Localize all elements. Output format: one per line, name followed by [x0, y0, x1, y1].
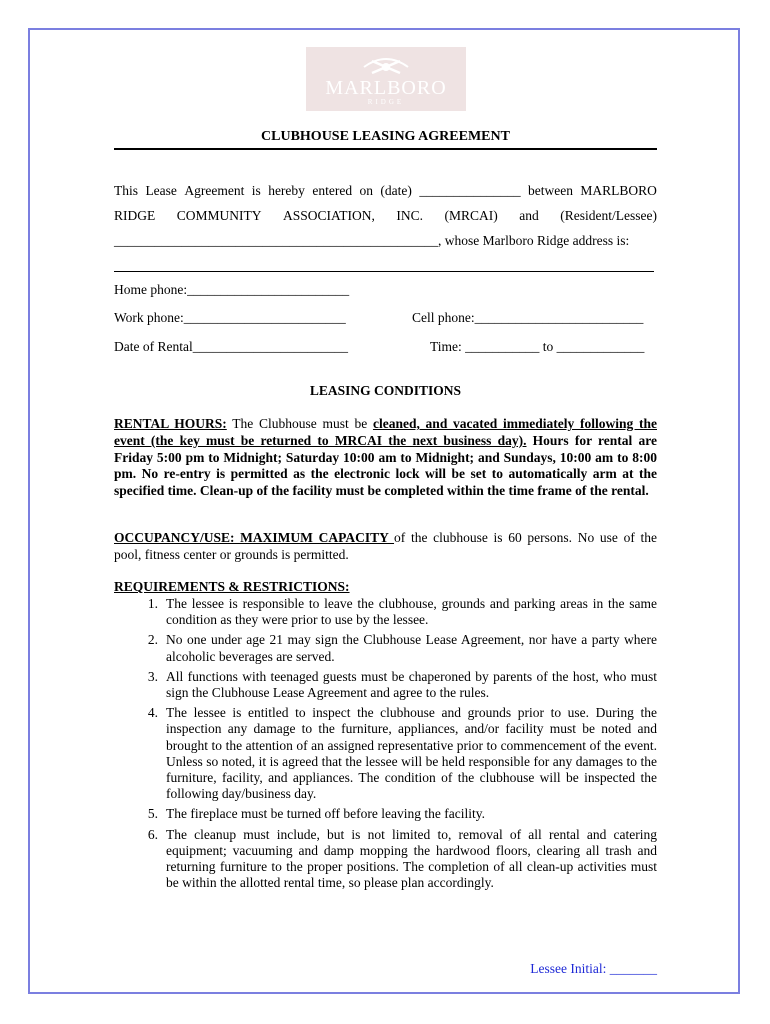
requirement-item — [114, 806, 657, 822]
rental-hours-label: RENTAL HOURS: — [114, 416, 227, 431]
requirement-text: The lessee is responsible to leave the clubhouse, grounds and parking areas in the same condition as they were prior to use by the lessee. — [166, 596, 657, 628]
document-title: CLUBHOUSE LEASING AGREEMENT — [261, 129, 510, 144]
intro-word: (MRCAI) — [444, 208, 498, 223]
intro-word: RIDGE — [114, 208, 156, 223]
requirement-text: The fireplace must be turned off before leaving the facility. — [166, 806, 485, 822]
intro-word: INC. — [396, 208, 424, 223]
intro-word: between — [528, 183, 573, 198]
requirement-item — [114, 705, 657, 802]
requirement-text: All functions with teenaged guests must be chaperoned by parents of the host, who must sign the Clubhouse Lease Agreement and agree to the rules. — [166, 668, 657, 701]
occupancy-text: of the clubhouse is 60 persons. No use of the pool, fitness center or grounds is permitted. — [114, 530, 657, 562]
requirement-number: 4. — [147, 705, 158, 721]
intro-word: hereby — [268, 183, 305, 198]
leasing-conditions-title: LEASING CONDITIONS — [309, 383, 462, 398]
requirement-text: The lessee is entitled to inspect the clubhouse and grounds prior to use. During the inspection any damage to the furniture, appliances, and/or facility must be noted and brought to the attention of an assigned representative prior to commencement of the event. Unless so noted, it is agreed that the lessee will be held responsible for any damages to the furniture, facility, and appliances. The condition of the clubhouse will be inspected the following day/business day. — [166, 705, 657, 802]
intro-word: (Resident/Lessee) — [560, 208, 657, 223]
address-blank-line — [114, 271, 654, 272]
requirement-text: The cleanup must include, but is not limited to, removal of all rental and catering equipment; vacuuming and damp mopping the hardwood floors, clearing all trash and returning furniture to the proper positions. The completion of all clean-up activities must be within the allotted rental time, so please plan accordingly. — [166, 826, 657, 891]
marlboro-ridge-logo — [306, 47, 466, 111]
logo-subtitle: RIDGE — [367, 98, 405, 106]
requirement-number: 3. — [147, 668, 158, 684]
requirement-number: 5. — [147, 806, 158, 822]
intro-word: on — [359, 183, 373, 198]
title-rule — [114, 148, 657, 150]
intro-line-3: ________________________________________________, whose Marlboro Ridge address is: — [114, 233, 630, 248]
date-of-rental-field[interactable]: Date of Rental_______________________ — [114, 339, 348, 354]
intro-line-1 — [114, 183, 657, 199]
intro-word: and — [519, 208, 539, 223]
rental-hours-text: The Clubhouse must be — [226, 416, 373, 431]
requirement-number: 1. — [147, 596, 158, 611]
time-field[interactable]: Time: ___________ to _____________ — [430, 339, 645, 354]
rental-hours-bold: Hours for rental are Friday 5:00 pm to Midnight; Saturday 10:00 am to Midnight; and Sundays, 10:00 am to 8:00 pm. No re-entry is permitted as the electronic lock will be set to automatically arm at the specified time. Clean-up of the facility must be completed within the time frame of the rental. — [114, 432, 657, 499]
occupancy-paragraph — [114, 530, 657, 564]
home-phone-field[interactable]: Home phone:________________________ — [114, 282, 350, 297]
intro-word: Agreement — [184, 183, 245, 198]
requirement-number: 2. — [147, 632, 158, 648]
requirement-item — [114, 596, 657, 628]
intro-word: is — [251, 183, 261, 198]
intro-word: entered — [312, 183, 353, 198]
rental-hours-underlined: cleaned, and vacated immediately following the event (the key must be returned to MRCAI the next business day). — [114, 416, 657, 448]
cell-phone-field[interactable]: Cell phone:_________________________ — [412, 310, 644, 325]
requirements-label: REQUIREMENTS & RESTRICTIONS: — [114, 579, 350, 594]
intro-word: COMMUNITY — [176, 208, 262, 223]
intro-word: MARLBORO — [580, 183, 657, 198]
intro-word: _______________ — [419, 183, 521, 198]
work-phone-field[interactable]: Work phone:________________________ — [114, 310, 346, 325]
requirement-text: No one under age 21 may sign the Clubhouse Lease Agreement, nor have a party where alcoholic beverages are served. — [166, 632, 657, 664]
requirements-list — [114, 596, 657, 895]
occupancy-label: OCCUPANCY/USE: MAXIMUM CAPACITY — [114, 530, 395, 545]
intro-word: ASSOCIATION, — [283, 208, 375, 223]
requirement-item — [114, 669, 657, 701]
intro-word: (date) — [380, 183, 412, 198]
requirement-item — [114, 827, 657, 892]
intro-word: Lease — [145, 183, 177, 198]
intro-line-2 — [114, 208, 657, 224]
lessee-initial[interactable]: Lessee Initial: _______ — [530, 961, 657, 976]
requirement-item — [114, 632, 657, 664]
logo-name: MARLBORO — [325, 77, 447, 99]
requirement-number: 6. — [147, 826, 158, 842]
intro-word: This — [114, 183, 139, 198]
rental-hours-paragraph — [114, 416, 657, 500]
